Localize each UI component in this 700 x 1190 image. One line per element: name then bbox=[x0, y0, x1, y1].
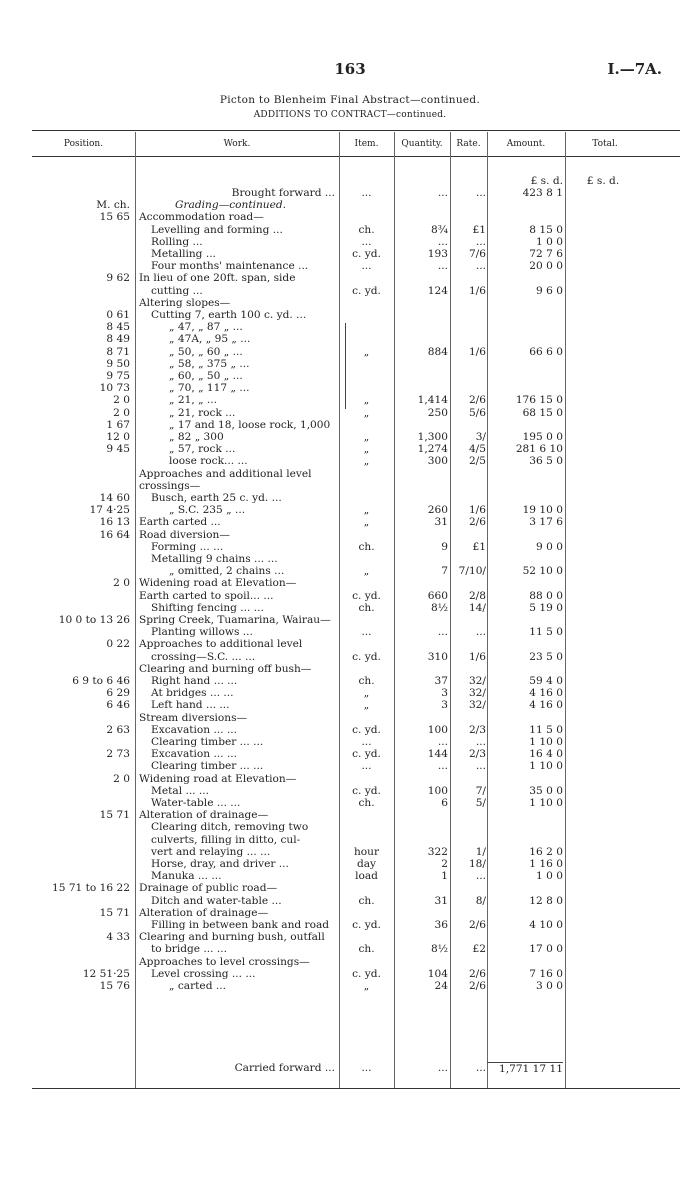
carried-forward-rate: ... bbox=[475, 1062, 486, 1074]
rate-cell: 1/ bbox=[475, 845, 486, 858]
quantity-cell: 1,414 bbox=[417, 394, 448, 407]
work-cell: crossing—S.C. ... ... bbox=[151, 650, 256, 663]
rate-cell: 7/6 bbox=[468, 248, 486, 260]
amount-cell: 52 10 0 bbox=[522, 565, 563, 578]
item-cell: „ bbox=[363, 980, 370, 992]
work-cell: Water-table ... ... bbox=[151, 797, 241, 809]
work-cell: vert and relaying ... ... bbox=[151, 845, 271, 858]
item-cell: ... bbox=[361, 626, 372, 639]
quantity-cell: 250 bbox=[427, 406, 448, 419]
work-cell: „ 21, rock ... bbox=[169, 406, 236, 419]
work-cell: Clearing timber ... ... bbox=[151, 736, 264, 748]
amount-cell: 7 16 0 bbox=[529, 967, 563, 980]
position-cell: 2 0 bbox=[113, 772, 130, 785]
quantity-cell: 7 bbox=[441, 565, 448, 578]
column-header-work: Work. bbox=[223, 139, 251, 149]
rate-cell: 32/ bbox=[468, 687, 486, 700]
rate-cell: 1/6 bbox=[468, 504, 486, 517]
work-cell: Road diversion— bbox=[139, 528, 230, 541]
amount-cell: 1 10 0 bbox=[529, 736, 563, 748]
work-cell: Stream diversions— bbox=[139, 711, 248, 724]
work-cell: Right hand ... ... bbox=[151, 675, 238, 687]
item-cell: „ bbox=[363, 345, 370, 358]
work-cell: Ditch and water-table ... bbox=[151, 894, 282, 907]
position-cell: 2 0 bbox=[113, 406, 130, 419]
work-cell: Cutting 7, earth 100 c. yd. ... bbox=[151, 309, 307, 321]
item-cell: c. yd. bbox=[352, 919, 381, 931]
position-cell: 15 71 to 16 22 bbox=[51, 882, 130, 895]
column-header-item: Item. bbox=[354, 139, 379, 149]
work-cell: Spring Creek, Tuamarina, Wairau— bbox=[139, 614, 331, 626]
amount-cell: 36 5 0 bbox=[529, 455, 563, 468]
quantity-cell: 1,274 bbox=[417, 443, 448, 456]
item-cell: ... bbox=[361, 760, 372, 773]
carried-forward-quantity: ... bbox=[437, 1062, 448, 1074]
work-cell: Drainage of public road— bbox=[139, 882, 278, 895]
item-cell: ch. bbox=[358, 223, 375, 236]
amount-cell: 12 8 0 bbox=[529, 894, 563, 907]
column-header-total: Total. bbox=[592, 139, 618, 149]
quantity-cell: 1,300 bbox=[417, 431, 448, 443]
work-cell: At bridges ... ... bbox=[151, 687, 234, 700]
position-cell: 8 49 bbox=[106, 333, 130, 346]
amount-cell: 17 0 0 bbox=[529, 943, 563, 956]
quantity-cell: ... bbox=[437, 736, 448, 748]
work-cell: Widening road at Elevation— bbox=[139, 772, 297, 785]
position-cell: 2 0 bbox=[113, 577, 130, 590]
position-cell: 6 29 bbox=[106, 687, 130, 700]
rate-cell: 32/ bbox=[468, 675, 486, 687]
amount-cell: 1 10 0 bbox=[529, 760, 563, 773]
column-header-position: Position. bbox=[63, 139, 104, 149]
amount-cell: 176 15 0 bbox=[515, 394, 563, 407]
table-bottom-rule bbox=[32, 1088, 680, 1089]
item-cell: ... bbox=[361, 187, 372, 199]
quantity-cell: 660 bbox=[427, 589, 448, 602]
work-cell: Approaches to level crossings— bbox=[139, 955, 310, 968]
item-cell: hour bbox=[353, 845, 380, 858]
rate-cell: £2 bbox=[472, 943, 486, 956]
position-cell: 1 67 bbox=[106, 418, 130, 431]
rate-cell: ... bbox=[475, 260, 486, 273]
work-cell: Rolling ... bbox=[151, 235, 203, 248]
item-cell: „ bbox=[363, 504, 370, 517]
page-number: 163 bbox=[334, 60, 366, 78]
work-cell: In lieu of one 20ft. span, side bbox=[139, 272, 296, 285]
position-cell: 8 45 bbox=[106, 321, 130, 334]
amount-cell: 88 0 0 bbox=[529, 589, 563, 602]
rate-cell: ... bbox=[475, 626, 486, 639]
amount-cell: 19 10 0 bbox=[522, 504, 563, 517]
work-cell: Grading—continued. bbox=[175, 199, 287, 212]
quantity-cell: 24 bbox=[434, 980, 448, 992]
rate-cell: 2/5 bbox=[468, 455, 486, 468]
work-cell: Planting willows ... bbox=[151, 626, 253, 639]
work-cell: Left hand ... ... bbox=[151, 699, 230, 712]
item-cell: c. yd. bbox=[352, 784, 381, 797]
rate-cell: £1 bbox=[472, 223, 486, 236]
document-reference: I.—7A. bbox=[607, 60, 662, 78]
position-cell: 6 9 to 6 46 bbox=[72, 675, 130, 687]
item-cell: day bbox=[356, 858, 377, 870]
position-cell: 9 75 bbox=[106, 370, 130, 382]
rate-cell: ... bbox=[475, 235, 486, 248]
amount-cell: 4 16 0 bbox=[529, 699, 563, 712]
item-cell: ch. bbox=[358, 601, 375, 614]
amount-cell: 195 0 0 bbox=[522, 431, 563, 443]
amount-cell: 1 16 0 bbox=[529, 858, 563, 870]
item-cell: „ bbox=[363, 565, 370, 578]
amount-cell: 3 17 6 bbox=[529, 516, 563, 529]
carried-forward-amount: 1,771 17 11 bbox=[487, 1062, 563, 1075]
position-cell: 9 45 bbox=[106, 443, 130, 456]
header-top-rule bbox=[32, 130, 680, 131]
rate-cell: £1 bbox=[472, 540, 486, 553]
quantity-cell: 8½ bbox=[430, 601, 448, 614]
quantity-cell: ... bbox=[437, 760, 448, 773]
quantity-cell: 3 bbox=[441, 699, 448, 712]
quantity-cell: 104 bbox=[427, 967, 448, 980]
position-cell: 0 61 bbox=[106, 309, 130, 321]
rate-cell: 2/6 bbox=[468, 967, 486, 980]
work-cell: Level crossing ... ... bbox=[151, 967, 256, 980]
item-cell: ch. bbox=[358, 797, 375, 809]
amount-cell: 66 6 0 bbox=[529, 345, 563, 358]
work-cell: Shifting fencing ... ... bbox=[151, 601, 264, 614]
amount-cell: 59 4 0 bbox=[529, 675, 563, 687]
amount-cell: 1 0 0 bbox=[536, 870, 563, 883]
position-cell: 6 46 bbox=[106, 699, 130, 712]
amount-cell: 68 15 0 bbox=[522, 406, 563, 419]
column-header-quantity: Quantity. bbox=[401, 139, 443, 149]
quantity-cell: 124 bbox=[427, 284, 448, 297]
amount-cell: 23 5 0 bbox=[529, 650, 563, 663]
rate-cell: ... bbox=[475, 736, 486, 748]
rate-cell: 5/6 bbox=[468, 406, 486, 419]
quantity-cell: 300 bbox=[427, 455, 448, 468]
quantity-cell: 31 bbox=[434, 894, 448, 907]
position-cell: 16 64 bbox=[99, 528, 130, 541]
work-cell: „ 47, „ 87 „ ... bbox=[169, 321, 243, 334]
rate-cell: 7/ bbox=[475, 784, 486, 797]
carried-forward-label: Carried forward ... bbox=[234, 1062, 335, 1074]
work-cell: Forming ... ... bbox=[151, 540, 224, 553]
rate-cell: 7/10/ bbox=[458, 565, 486, 578]
item-cell: „ bbox=[363, 431, 370, 443]
item-cell: ... bbox=[361, 235, 372, 248]
work-cell: „ carted ... bbox=[169, 980, 226, 992]
item-cell: ch. bbox=[358, 943, 375, 956]
work-cell: Alteration of drainage— bbox=[139, 906, 269, 919]
position-cell: 8 71 bbox=[106, 345, 130, 358]
work-cell: Accommodation road— bbox=[139, 211, 264, 224]
work-cell: Earth carted ... bbox=[139, 516, 221, 529]
rate-cell: 18/ bbox=[468, 858, 486, 870]
work-cell: Approaches and additional level bbox=[139, 467, 312, 480]
work-cell: Levelling and forming ... bbox=[151, 223, 283, 236]
column-header-rate: Rate. bbox=[456, 139, 481, 149]
amount-cell: 4 10 0 bbox=[529, 919, 563, 931]
work-cell: „ 58, „ 375 „ ... bbox=[169, 357, 250, 370]
header-bottom-rule bbox=[32, 156, 680, 157]
work-cell: Busch, earth 25 c. yd. ... bbox=[151, 492, 282, 504]
quantity-cell: 1 bbox=[441, 870, 448, 883]
work-cell: Brought forward ... bbox=[231, 187, 335, 199]
quantity-cell: 36 bbox=[434, 919, 448, 931]
quantity-cell: 31 bbox=[434, 516, 448, 529]
amount-cell: 20 0 0 bbox=[529, 260, 563, 273]
rate-cell: ... bbox=[475, 870, 486, 883]
work-cell: loose rock... ... bbox=[169, 455, 248, 468]
quantity-cell: 193 bbox=[427, 248, 448, 260]
rate-cell: 1/6 bbox=[468, 284, 486, 297]
rate-cell: 3/ bbox=[475, 431, 486, 443]
work-cell: Metal ... ... bbox=[151, 784, 210, 797]
rate-cell: 4/5 bbox=[468, 443, 486, 456]
work-cell: „ 47A, „ 95 „ ... bbox=[169, 333, 251, 346]
work-cell: Altering slopes— bbox=[139, 296, 231, 309]
amount-cell: 281 6 10 bbox=[515, 443, 563, 456]
work-cell: crossings— bbox=[139, 479, 201, 492]
work-cell: „ 60, „ 50 „ ... bbox=[169, 370, 243, 382]
work-cell: „ 21, „ ... bbox=[169, 394, 218, 407]
work-cell: Clearing ditch, removing two bbox=[151, 821, 309, 834]
item-cell: load bbox=[355, 870, 378, 883]
item-cell: c. yd. bbox=[352, 748, 381, 761]
position-cell: 10 73 bbox=[99, 382, 130, 395]
work-cell: Metalling ... bbox=[151, 248, 216, 260]
amount-cell: 9 6 0 bbox=[536, 284, 563, 297]
quantity-cell: 9 bbox=[441, 540, 448, 553]
position-cell: 12 51·25 bbox=[82, 967, 130, 980]
table-title: Picton to Blenheim Final Abstract—continued. bbox=[219, 94, 481, 106]
position-cell: 12 0 bbox=[106, 431, 130, 443]
quantity-cell: 884 bbox=[427, 345, 448, 358]
position-cell: 15 76 bbox=[99, 980, 130, 992]
amount-cell: 16 2 0 bbox=[529, 845, 563, 858]
work-cell: Metalling 9 chains ... ... bbox=[151, 553, 278, 565]
item-cell: ch. bbox=[358, 675, 375, 687]
amount-cell: 1 0 0 bbox=[536, 235, 563, 248]
amount-cell: 16 4 0 bbox=[529, 748, 563, 761]
rate-cell: 2/6 bbox=[468, 394, 486, 407]
quantity-cell: 8¾ bbox=[430, 223, 448, 236]
rate-cell: 32/ bbox=[468, 699, 486, 712]
rate-cell: 8/ bbox=[475, 894, 486, 907]
position-cell: 10 0 to 13 26 bbox=[58, 614, 130, 626]
item-cell: c. yd. bbox=[352, 967, 381, 980]
rate-cell: 2/3 bbox=[468, 748, 486, 761]
position-cell: 2 73 bbox=[106, 748, 130, 761]
amount-cell: 4 16 0 bbox=[529, 687, 563, 700]
item-cell: ... bbox=[361, 736, 372, 748]
work-cell: Approaches to additional level bbox=[139, 638, 303, 651]
quantity-cell: ... bbox=[437, 260, 448, 273]
work-cell: culverts, filling in ditto, cul- bbox=[151, 833, 301, 846]
quantity-cell: 100 bbox=[427, 784, 448, 797]
work-cell: Clearing and burning off bush— bbox=[139, 662, 312, 675]
quantity-cell: ... bbox=[437, 235, 448, 248]
position-cell: 14 60 bbox=[99, 492, 130, 504]
rate-cell: ... bbox=[475, 187, 486, 199]
rate-cell: 2/8 bbox=[468, 589, 486, 602]
item-cell: ch. bbox=[358, 894, 375, 907]
work-cell: Alteration of drainage— bbox=[139, 809, 269, 822]
work-cell: Excavation ... ... bbox=[151, 723, 238, 736]
rate-cell: 2/3 bbox=[468, 723, 486, 736]
quantity-cell: 100 bbox=[427, 723, 448, 736]
work-cell: „ 17 and 18, loose rock, 1,000 bbox=[169, 418, 331, 431]
work-cell: Manuka ... ... bbox=[151, 870, 222, 883]
quantity-cell: 2 bbox=[441, 858, 448, 870]
quantity-cell: 260 bbox=[427, 504, 448, 517]
item-cell: c. yd. bbox=[352, 589, 381, 602]
work-cell: Clearing and burning bush, outfall bbox=[139, 931, 325, 944]
quantity-cell: 144 bbox=[427, 748, 448, 761]
amount-cell: 1 10 0 bbox=[529, 797, 563, 809]
work-cell: „ S.C. 235 „ ... bbox=[169, 504, 246, 517]
work-cell: Clearing timber ... ... bbox=[151, 760, 264, 773]
work-cell: „ 57, rock ... bbox=[169, 443, 236, 456]
work-cell: to bridge ... ... bbox=[151, 943, 228, 956]
work-cell: Horse, dray, and driver ... bbox=[151, 858, 289, 870]
column-divider bbox=[565, 132, 566, 1088]
item-cell: „ bbox=[363, 699, 370, 712]
work-cell: cutting ... bbox=[151, 284, 203, 297]
position-cell: 9 50 bbox=[106, 357, 130, 370]
quantity-cell: 3 bbox=[441, 687, 448, 700]
item-cell: c. yd. bbox=[352, 248, 381, 260]
table-subtitle: ADDITIONS TO CONTRACT—continued. bbox=[253, 110, 447, 120]
amount-cell: 9 0 0 bbox=[536, 540, 563, 553]
amount-cell: 8 15 0 bbox=[529, 223, 563, 236]
item-cell: ... bbox=[361, 260, 372, 273]
position-cell: 15 71 bbox=[99, 906, 130, 919]
amount-cell: 3 0 0 bbox=[536, 980, 563, 992]
item-cell: „ bbox=[363, 455, 370, 468]
quantity-cell: 6 bbox=[441, 797, 448, 809]
carried-forward-item: ... bbox=[361, 1062, 372, 1074]
position-cell: 0 22 bbox=[106, 638, 130, 651]
rate-cell: 2/6 bbox=[468, 516, 486, 529]
rate-cell: 1/6 bbox=[468, 650, 486, 663]
position-cell: 9 62 bbox=[106, 272, 130, 285]
item-cell: „ bbox=[363, 516, 370, 529]
work-cell: „ 50, „ 60 „ ... bbox=[169, 345, 243, 358]
work-cell: „ 70, „ 117 „ ... bbox=[169, 382, 250, 395]
position-cell: 17 4·25 bbox=[89, 504, 130, 517]
work-cell: Filling in between bank and road bbox=[151, 919, 330, 931]
column-divider bbox=[135, 132, 136, 1088]
quantity-cell: ... bbox=[437, 626, 448, 639]
amount-cell: 35 0 0 bbox=[529, 784, 563, 797]
work-cell: „ omitted, 2 chains ... bbox=[169, 565, 285, 578]
item-cell: c. yd. bbox=[352, 650, 381, 663]
quantity-cell: 310 bbox=[427, 650, 448, 663]
item-cell: c. yd. bbox=[352, 723, 381, 736]
rate-cell: ... bbox=[475, 760, 486, 773]
amount-cell: 72 7 6 bbox=[529, 248, 563, 260]
position-cell: 2 0 bbox=[113, 394, 130, 407]
quantity-cell: ... bbox=[437, 187, 448, 199]
item-cell: „ bbox=[363, 443, 370, 456]
work-cell: Earth carted to spoil... ... bbox=[139, 589, 274, 602]
position-cell: 2 63 bbox=[106, 723, 130, 736]
item-cell: ch. bbox=[358, 540, 375, 553]
position-cell: 4 33 bbox=[106, 931, 130, 944]
item-cell: „ bbox=[363, 687, 370, 700]
quantity-cell: 37 bbox=[434, 675, 448, 687]
rate-cell: 1/6 bbox=[468, 345, 486, 358]
work-cell: Excavation ... ... bbox=[151, 748, 238, 761]
position-cell: 15 65 bbox=[99, 211, 130, 224]
position-cell: M. ch. bbox=[96, 199, 130, 212]
amount-cell: 423 8 1 bbox=[522, 187, 563, 199]
quantity-cell: 322 bbox=[427, 845, 448, 858]
amount-cell: 5 19 0 bbox=[529, 601, 563, 614]
amount-cell: 11 5 0 bbox=[529, 723, 563, 736]
item-cell: c. yd. bbox=[352, 284, 381, 297]
amount-currency-header: £ s. d. bbox=[530, 175, 563, 187]
position-cell: 15 71 bbox=[99, 809, 130, 822]
rate-cell: 5/ bbox=[475, 797, 486, 809]
work-cell: Widening road at Elevation— bbox=[139, 577, 297, 590]
amount-cell: 11 5 0 bbox=[529, 626, 563, 639]
position-cell: 16 13 bbox=[99, 516, 130, 529]
item-cell: „ bbox=[363, 406, 370, 419]
work-cell: „ 82 „ 300 bbox=[169, 431, 224, 443]
work-cell: Four months' maintenance ... bbox=[151, 260, 309, 273]
column-header-amount: Amount. bbox=[506, 139, 546, 149]
rate-cell: 2/6 bbox=[468, 919, 486, 931]
quantity-cell: 8½ bbox=[430, 943, 448, 956]
brace bbox=[345, 323, 346, 409]
total-currency-header: £ s. d. bbox=[586, 175, 620, 187]
rate-cell: 14/ bbox=[468, 601, 486, 614]
rate-cell: 2/6 bbox=[468, 980, 486, 992]
item-cell: „ bbox=[363, 394, 370, 407]
